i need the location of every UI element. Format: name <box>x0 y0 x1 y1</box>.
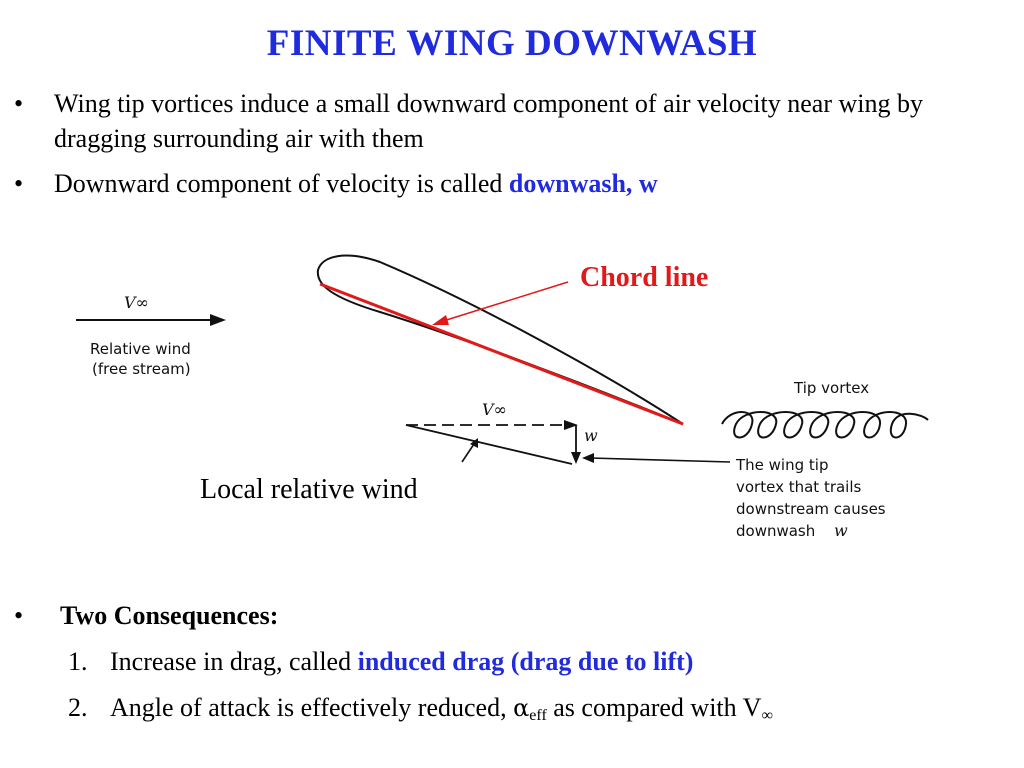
slide-title: FINITE WING DOWNWASH <box>266 23 758 64</box>
velocity-triangle <box>406 420 581 464</box>
free-stream-arrow <box>76 314 226 326</box>
chord-line-label: Chord line <box>580 262 709 293</box>
consequences-heading-text: Two Consequences: <box>60 601 279 630</box>
tip-vortex-coil <box>722 412 928 438</box>
alpha-symbol: α <box>513 694 530 722</box>
consequences-heading <box>14 598 1004 634</box>
item-text: Angle of attack is effectively reduced, <box>110 693 514 722</box>
triangle-v-infinity-label: V∞ <box>482 400 507 419</box>
alpha-subscript: eff <box>529 707 547 724</box>
v-subscript: ∞ <box>761 707 773 724</box>
downwash-pointer-arrow <box>582 453 730 463</box>
item-text-after: as compared with V <box>546 693 762 722</box>
bullet-text: Wing tip vortices induce a small downward component of air velocity near wing by dragging surrounding air with them <box>54 89 923 153</box>
item-number: 2. <box>68 693 88 722</box>
bullet-marker: • <box>14 89 24 118</box>
v-infinity-label: V∞ <box>124 293 149 312</box>
item-text: Increase in drag, called <box>110 647 358 676</box>
tip-caption-line-1: The wing tip <box>736 456 829 474</box>
triangle-w-label: w <box>584 426 598 445</box>
bullet-marker: • <box>14 601 24 630</box>
item-number: 1. <box>68 647 88 676</box>
downwash-term: downwash, w <box>508 169 658 198</box>
consequences-section <box>14 598 1004 734</box>
local-wind-pointer-arrow <box>462 438 478 462</box>
free-stream-label: (free stream) <box>92 360 191 378</box>
consequence-item <box>14 690 1004 734</box>
relative-wind-label: Relative wind <box>90 340 191 358</box>
tip-caption-line-3: downstream causes <box>736 500 886 518</box>
bullet-text: Downward component of velocity is called <box>54 169 509 198</box>
induced-drag-term: induced drag (drag due to lift) <box>357 647 694 676</box>
tip-caption-line-4: downwash <box>736 522 816 540</box>
tip-caption-line-2: vortex that trails <box>736 478 862 496</box>
tip-vortex-label: Tip vortex <box>794 379 870 397</box>
local-relative-wind-label: Local relative wind <box>200 474 418 505</box>
tip-caption-w: w <box>834 521 848 540</box>
bullet-marker: • <box>14 169 24 198</box>
consequence-item <box>14 644 1004 680</box>
